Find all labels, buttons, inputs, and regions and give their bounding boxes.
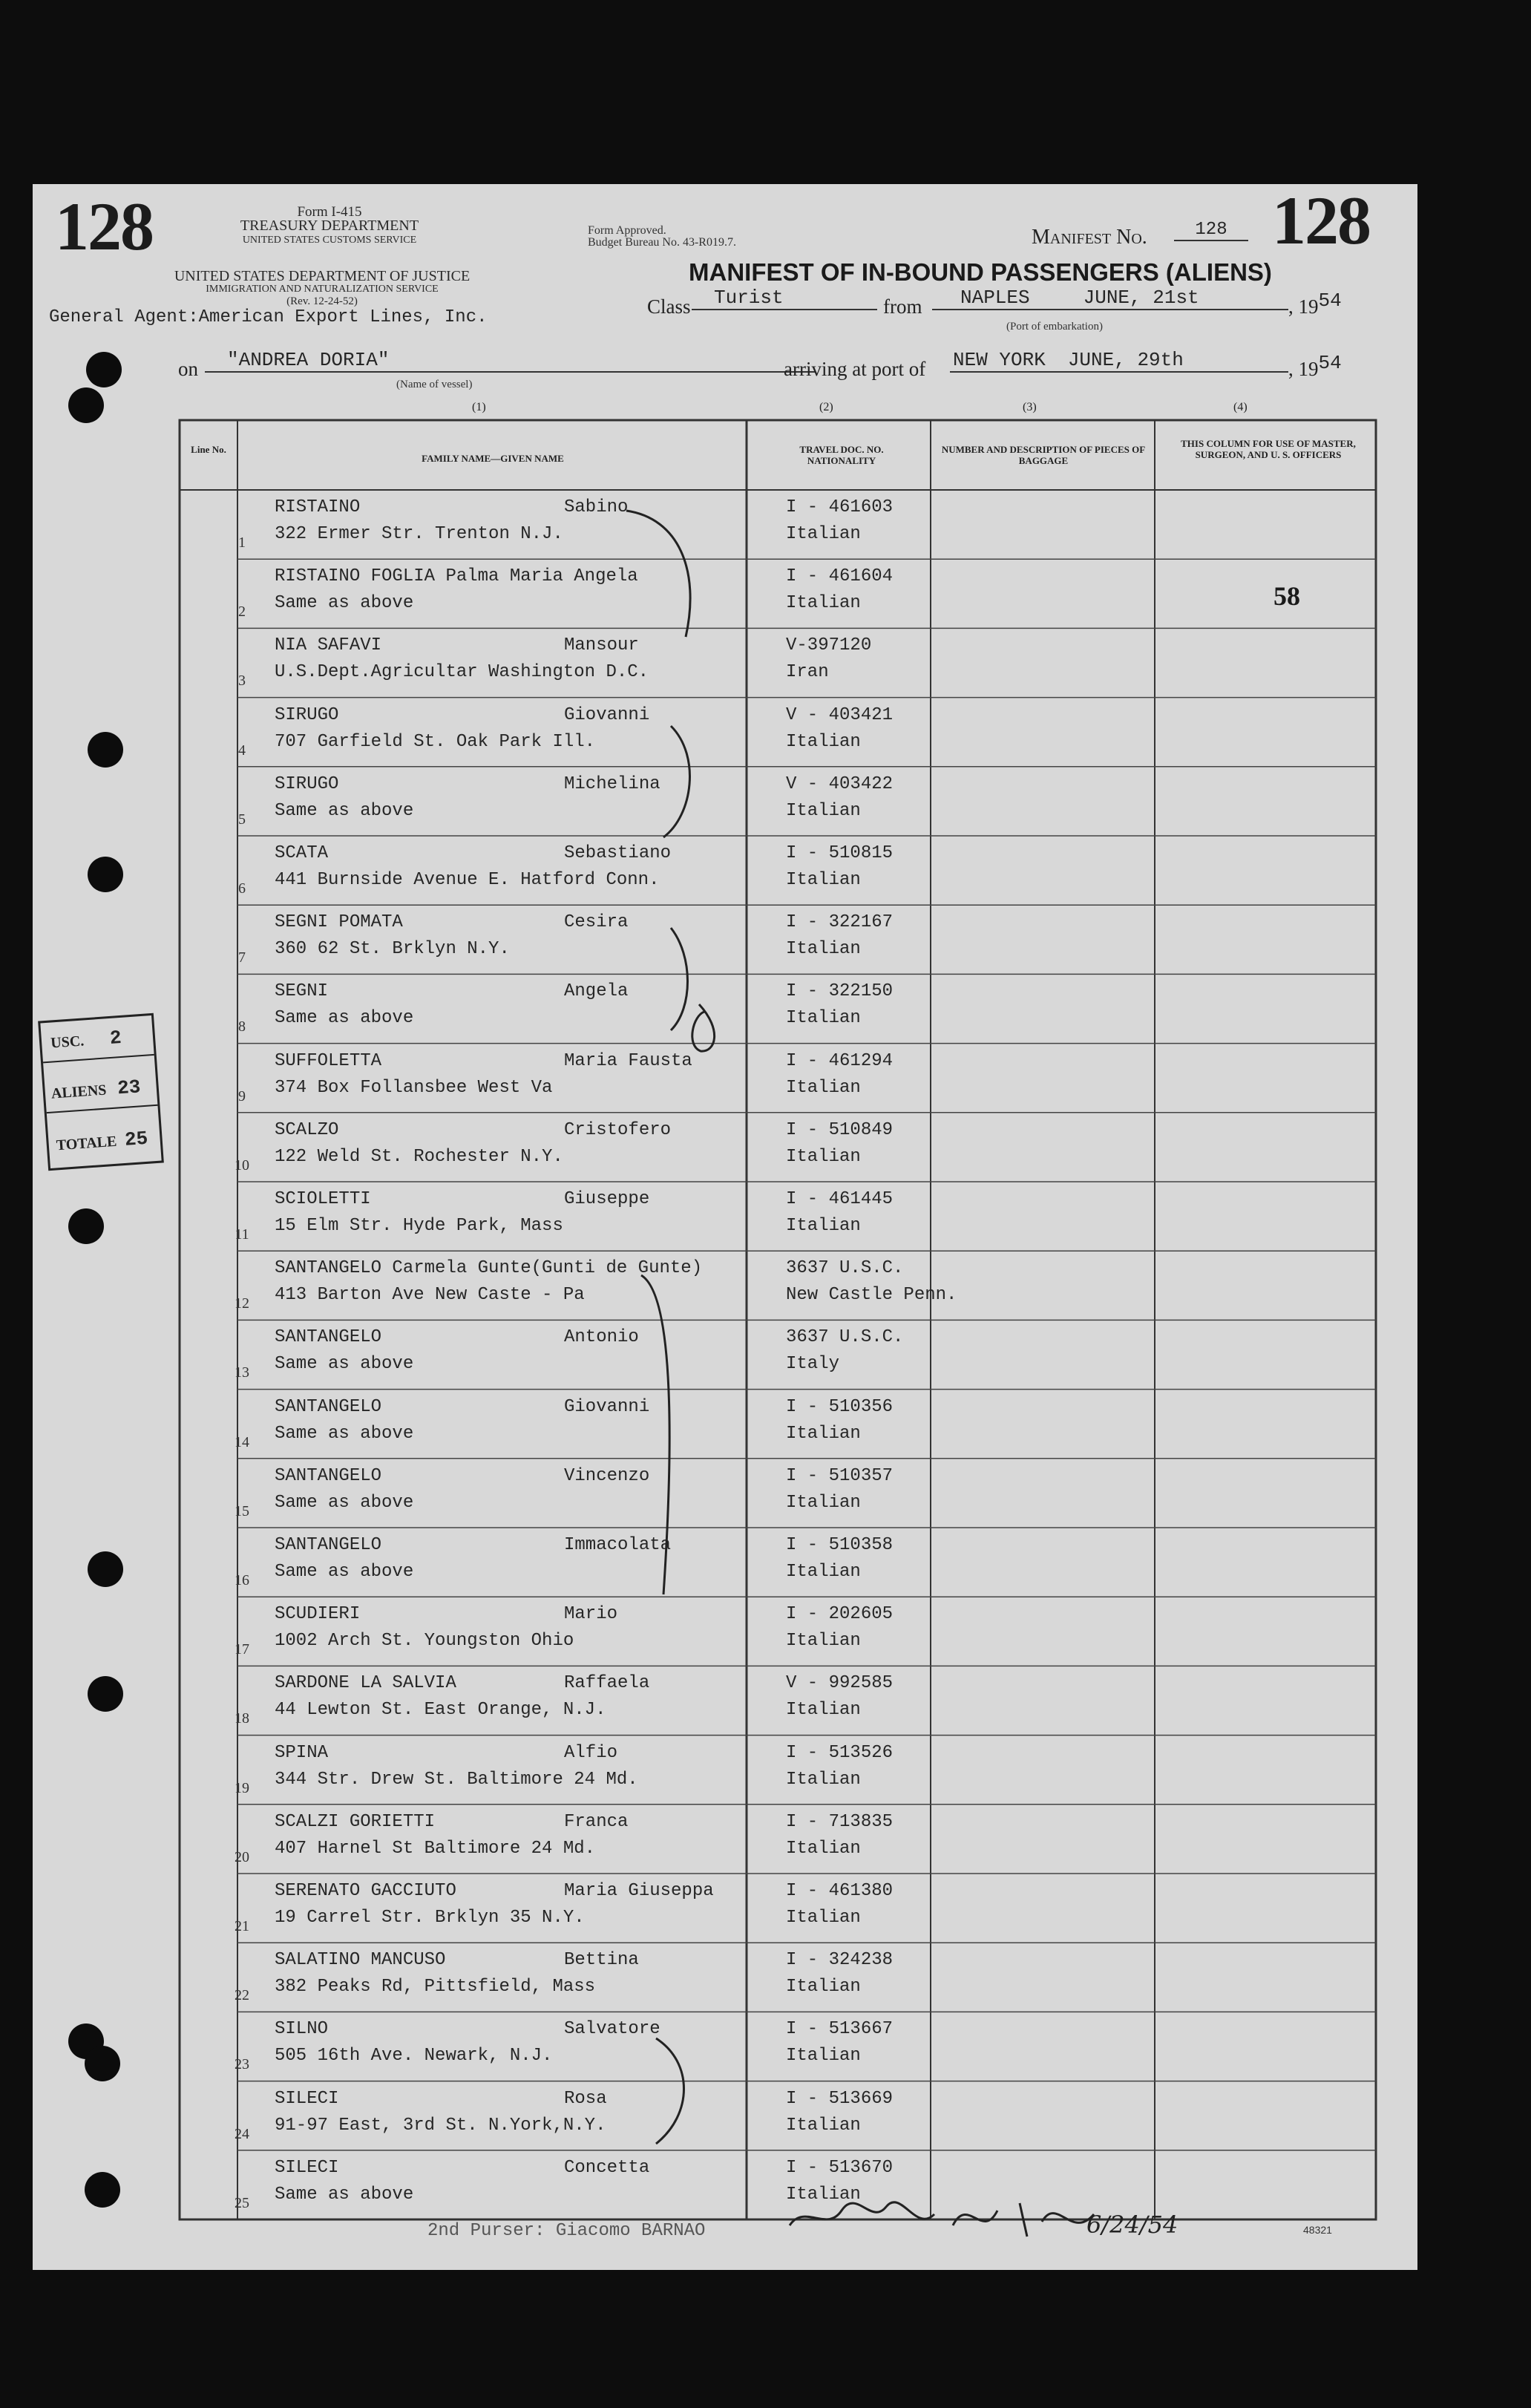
- nationality: Italian: [786, 939, 861, 960]
- arrival-date: JUNE, 29th: [1067, 349, 1184, 371]
- passenger-family-name: SARDONE LA SALVIA: [275, 1673, 456, 1694]
- passenger-address: 382 Peaks Rd, Pittsfield, Mass: [275, 1977, 596, 1998]
- manifest-page: [33, 184, 1417, 2270]
- passenger-given-name: Salvatore: [564, 2019, 660, 2040]
- passenger-address: 44 Lewton St. East Orange, N.J.: [275, 1700, 606, 1721]
- nationality: Italian: [786, 1769, 861, 1790]
- nationality: Iran: [786, 662, 829, 683]
- nationality: Italian: [786, 1700, 861, 1721]
- passenger-family-name: SANTANGELO: [275, 1396, 382, 1417]
- passenger-given-name: Concetta: [564, 2157, 650, 2178]
- row-line-number: 25: [235, 2194, 249, 2211]
- print-code: 48321: [1303, 2224, 1332, 2236]
- nationality: Italy: [786, 1354, 840, 1375]
- row-line-number: 12: [235, 1295, 249, 1312]
- passenger-given-name: Giovanni: [564, 1396, 650, 1417]
- passenger-family-name: SANTANGELO: [275, 1535, 382, 1555]
- passenger-given-name: Antonio: [564, 1327, 639, 1348]
- year-2-prefix: , 19: [1288, 358, 1319, 380]
- passenger-given-name: Sebastiano: [564, 843, 672, 863]
- row-line-number: 21: [235, 1918, 249, 1934]
- passenger-family-name: SIRUGO: [275, 704, 339, 725]
- passenger-address: Same as above: [275, 2184, 414, 2205]
- travel-doc-number: I - 461604: [786, 566, 894, 587]
- passenger-family-name: SCATA: [275, 843, 329, 863]
- passenger-address: Same as above: [275, 593, 414, 614]
- stamp-total-label: TOTALE: [56, 1133, 117, 1154]
- nationality: Italian: [786, 1492, 861, 1513]
- travel-doc-number: I - 513526: [786, 1742, 894, 1763]
- passenger-family-name: SCALZO: [275, 1119, 339, 1140]
- passenger-given-name: Raffaela: [564, 1673, 650, 1694]
- passenger-address: 441 Burnside Avenue E. Hatford Conn.: [275, 870, 660, 890]
- travel-doc-number: I - 324238: [786, 1950, 894, 1971]
- col-doc: TRAVEL DOC. NO. NATIONALITY: [799, 444, 884, 466]
- manifest-no-label: Manifest No.: [1032, 226, 1147, 249]
- passenger-family-name: SANTANGELO: [275, 1465, 382, 1486]
- stamp-usc-value: 2: [108, 1026, 122, 1050]
- nationality: Italian: [786, 524, 861, 544]
- passenger-family-name: NIA SAFAVI: [275, 635, 382, 656]
- row-line-number: 4: [238, 742, 246, 759]
- passenger-family-name: SPINA: [275, 1742, 329, 1763]
- nationality: Italian: [786, 1077, 861, 1098]
- passenger-given-name: Sabino: [564, 497, 629, 517]
- travel-doc-number: I - 510849: [786, 1119, 894, 1140]
- nationality: Italian: [786, 731, 861, 752]
- stamp-aliens-value: 23: [117, 1076, 142, 1100]
- passenger-given-name: Cesira: [564, 912, 629, 933]
- nationality: Italian: [786, 800, 861, 821]
- signature-date: 6/24/54: [1086, 2211, 1178, 2239]
- row-line-number: 22: [235, 1987, 249, 2004]
- passenger-given-name: Bettina: [564, 1950, 639, 1971]
- passenger-family-name: SERENATO GACCIUTO: [275, 1881, 456, 1901]
- col-name: FAMILY NAME—GIVEN NAME: [422, 453, 564, 464]
- form-approved: Form Approved.: [588, 224, 666, 237]
- passenger-given-name: Giovanni: [564, 704, 650, 725]
- row-line-number: 3: [238, 673, 246, 690]
- nationality: Italian: [786, 1423, 861, 1444]
- passenger-address: Same as above: [275, 1562, 414, 1582]
- travel-doc-number: 3637 U.S.C.: [786, 1258, 904, 1279]
- row-line-number: 6: [238, 880, 246, 897]
- row-line-number: 17: [235, 1641, 249, 1658]
- row-line-number: 20: [235, 1848, 249, 1865]
- manifest-title: MANIFEST OF IN-BOUND PASSENGERS (ALIENS): [689, 258, 1272, 286]
- passenger-family-name: SALATINO MANCUSO: [275, 1950, 446, 1971]
- passenger-family-name: SCALZI GORIETTI: [275, 1811, 436, 1832]
- passenger-given-name: Cristofero: [564, 1119, 672, 1140]
- passenger-address: 413 Barton Ave New Caste - Pa: [275, 1285, 585, 1306]
- arrival-port: NEW YORK: [953, 349, 1046, 371]
- travel-doc-number: I - 322150: [786, 981, 894, 1002]
- passenger-family-name: SCUDIERI: [275, 1604, 361, 1625]
- nationality: Italian: [786, 870, 861, 890]
- travel-doc-number: I - 510357: [786, 1465, 894, 1486]
- nationality: Italian: [786, 2115, 861, 2136]
- passenger-given-name: Giuseppe: [564, 1189, 650, 1209]
- passenger-given-name: Alfio: [564, 1742, 618, 1763]
- nationality: Italian: [786, 2046, 861, 2067]
- form-number: Form I-415: [297, 204, 362, 220]
- passenger-address: 122 Weld St. Rochester N.Y.: [275, 1146, 563, 1167]
- manifest-no-value: 128: [1174, 220, 1248, 241]
- nationality: Italian: [786, 593, 861, 614]
- passenger-family-name: SIRUGO: [275, 773, 339, 794]
- col-num-4: (4): [1233, 401, 1248, 413]
- vessel-caption: (Name of vessel): [396, 379, 473, 390]
- class-label: Class: [647, 295, 691, 318]
- travel-doc-number: I - 461294: [786, 1050, 894, 1071]
- passenger-address: 322 Ermer Str. Trenton N.J.: [275, 524, 563, 544]
- col-line-no: Line No.: [191, 444, 226, 455]
- row-line-number: 18: [235, 1710, 249, 1727]
- stamp-total-value: 25: [124, 1127, 149, 1151]
- passenger-address: Same as above: [275, 1423, 414, 1444]
- row-line-number: 24: [235, 2125, 249, 2142]
- row-line-number: 15: [235, 1502, 249, 1519]
- row-line-number: 7: [238, 949, 246, 966]
- passenger-family-name: SILNO: [275, 2019, 329, 2040]
- passenger-address: 407 Harnel St Baltimore 24 Md.: [275, 1838, 596, 1859]
- travel-doc-number: I - 513667: [786, 2019, 894, 2040]
- travel-doc-number: V - 403422: [786, 773, 894, 794]
- passenger-address: 19 Carrel Str. Brklyn 35 N.Y.: [275, 1908, 585, 1928]
- col-baggage: NUMBER AND DESCRIPTION OF PIECES OF BAGGAGE: [941, 444, 1146, 466]
- row-line-number: 10: [235, 1156, 249, 1174]
- travel-doc-number: I - 510356: [786, 1396, 894, 1417]
- passenger-family-name: SUFFOLETTA: [275, 1050, 382, 1071]
- travel-doc-number: I - 202605: [786, 1604, 894, 1625]
- nationality: Italian: [786, 1631, 861, 1652]
- nationality: Italian: [786, 1146, 861, 1167]
- rev-date: (Rev. 12-24-52): [286, 295, 358, 307]
- nationality: Italian: [786, 1562, 861, 1582]
- from-label: from: [883, 295, 922, 318]
- passenger-given-name: Rosa: [564, 2088, 607, 2109]
- passenger-address: 15 Elm Str. Hyde Park, Mass: [275, 1216, 563, 1236]
- budget-bureau: Budget Bureau No. 43-R019.7.: [588, 236, 736, 249]
- passenger-address: U.S.Dept.Agricultar Washington D.C.: [275, 662, 649, 683]
- count-stamp: [38, 1013, 164, 1171]
- row-line-number: 11: [235, 1226, 249, 1243]
- nationality: Italian: [786, 2184, 861, 2205]
- passenger-address: 505 16th Ave. Newark, N.J.: [275, 2046, 553, 2067]
- travel-doc-number: V - 403421: [786, 704, 894, 725]
- passenger-address: Same as above: [275, 1354, 414, 1375]
- passenger-given-name: Vincenzo: [564, 1465, 650, 1486]
- passenger-address: Same as above: [275, 1492, 414, 1513]
- stamp-usc-label: USC.: [50, 1033, 85, 1052]
- passenger-given-name: Angela: [564, 981, 629, 1002]
- travel-doc-number: I - 510815: [786, 843, 894, 863]
- passenger-family-name: RISTAINO: [275, 497, 361, 517]
- passenger-given-name: Maria Giuseppa: [564, 1881, 714, 1901]
- from-port: NAPLES: [960, 287, 1030, 309]
- row-line-number: 23: [235, 2056, 249, 2073]
- passenger-family-name: SEGNI: [275, 981, 329, 1002]
- departure-date: JUNE, 21st: [1083, 287, 1199, 309]
- general-agent: General Agent:American Export Lines, Inc.: [49, 307, 488, 327]
- purser-name: 2nd Purser: Giacomo BARNAO: [427, 2221, 706, 2241]
- passenger-given-name: Franca: [564, 1811, 629, 1832]
- year-1-prefix: , 19: [1288, 295, 1319, 318]
- passenger-family-name: RISTAINO FOGLIA Palma Maria Angela: [275, 566, 638, 587]
- port-caption: (Port of embarkation): [1006, 321, 1103, 333]
- customs-service: UNITED STATES CUSTOMS SERVICE: [242, 235, 417, 246]
- travel-doc-number: I - 713835: [786, 1811, 894, 1832]
- passenger-address: Same as above: [275, 800, 414, 821]
- row-line-number: 19: [235, 1779, 249, 1796]
- travel-doc-number: 3637 U.S.C.: [786, 1327, 904, 1348]
- justice-dept: UNITED STATES DEPARTMENT OF JUSTICE: [174, 268, 471, 284]
- passenger-family-name: SCIOLETTI: [275, 1189, 371, 1209]
- travel-doc-number: I - 510358: [786, 1535, 894, 1555]
- passenger-family-name: SANTANGELO: [275, 1327, 382, 1348]
- vessel-name: "ANDREA DORIA": [205, 349, 815, 373]
- passenger-address: 374 Box Follansbee West Va: [275, 1077, 553, 1098]
- col-num-3: (3): [1023, 401, 1037, 413]
- passenger-address: 344 Str. Drew St. Baltimore 24 Md.: [275, 1769, 638, 1790]
- travel-doc-number: V-397120: [786, 635, 872, 656]
- passenger-given-name: Mario: [564, 1604, 618, 1625]
- passenger-address: 91-97 East, 3rd St. N.York,N.Y.: [275, 2115, 606, 2136]
- passenger-family-name: SANTANGELO Carmela Gunte(Gunti de Gunte): [275, 1258, 703, 1279]
- class-value: Turist: [692, 287, 877, 310]
- manifest-number-left: 128: [55, 189, 153, 264]
- col-num-2: (2): [819, 401, 833, 413]
- passenger-given-name: Maria Fausta: [564, 1050, 692, 1071]
- nationality: Italian: [786, 1977, 861, 1998]
- passenger-family-name: SEGNI POMATA: [275, 912, 403, 933]
- passenger-address: 1002 Arch St. Youngston Ohio: [275, 1631, 574, 1652]
- col-officers: THIS COLUMN FOR USE OF MASTER, SURGEON, AND U. S. OFFICERS: [1181, 438, 1356, 460]
- row-line-number: 5: [238, 811, 246, 828]
- ins: IMMIGRATION AND NATURALIZATION SERVICE: [206, 284, 439, 295]
- year-1-suffix: 54: [1318, 289, 1342, 312]
- col-num-1: (1): [472, 401, 486, 413]
- travel-doc-number: I - 513669: [786, 2088, 894, 2109]
- passenger-address: Same as above: [275, 1008, 414, 1029]
- row-line-number: 2: [238, 603, 246, 621]
- travel-doc-number: V - 992585: [786, 1673, 894, 1694]
- treasury-dept: TREASURY DEPARTMENT: [240, 217, 419, 234]
- row-line-number: 14: [235, 1433, 249, 1450]
- passenger-given-name: Immacolata: [564, 1535, 672, 1555]
- travel-doc-number: I - 461603: [786, 497, 894, 517]
- row-line-number: 16: [235, 1572, 249, 1589]
- passenger-family-name: SILECI: [275, 2088, 339, 2109]
- arriving-label: arriving at port of: [784, 358, 926, 380]
- year-2-suffix: 54: [1318, 352, 1342, 374]
- passenger-family-name: SILECI: [275, 2157, 339, 2178]
- stamp-aliens-label: ALIENS: [50, 1082, 108, 1102]
- passenger-given-name: Michelina: [564, 773, 660, 794]
- row-line-number: 9: [238, 1087, 246, 1105]
- nationality: New Castle Penn.: [786, 1285, 957, 1306]
- nationality: Italian: [786, 1908, 861, 1928]
- travel-doc-number: I - 461380: [786, 1881, 894, 1901]
- row-line-number: 1: [238, 534, 246, 551]
- travel-doc-number: I - 513670: [786, 2157, 894, 2178]
- row-line-number: 13: [235, 1364, 249, 1381]
- on-label: on: [178, 358, 198, 380]
- passenger-address: 707 Garfield St. Oak Park Ill.: [275, 731, 596, 752]
- nationality: Italian: [786, 1838, 861, 1859]
- travel-doc-number: I - 322167: [786, 912, 894, 933]
- nationality: Italian: [786, 1008, 861, 1029]
- passenger-given-name: Mansour: [564, 635, 639, 656]
- officer-note: 58: [1273, 581, 1300, 611]
- manifest-number-right: 128: [1272, 183, 1370, 258]
- row-line-number: 8: [238, 1018, 246, 1035]
- nationality: Italian: [786, 1216, 861, 1236]
- travel-doc-number: I - 461445: [786, 1189, 894, 1209]
- passenger-address: 360 62 St. Brklyn N.Y.: [275, 939, 510, 960]
